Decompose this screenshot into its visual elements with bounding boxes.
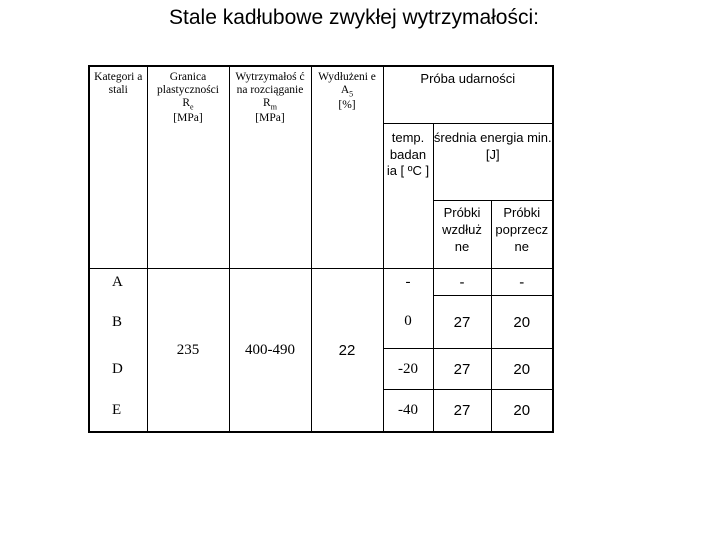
page-title: Stale kadłubowe zwykłej wytrzymałości: bbox=[169, 6, 539, 29]
header-yield-label: Granica plastyczności bbox=[157, 71, 219, 96]
transverse-cell: 20 bbox=[491, 296, 553, 349]
table-row bbox=[89, 269, 553, 296]
header-elongation bbox=[311, 66, 383, 269]
header-tensile-symbol: $R_m$ bbox=[263, 96, 277, 112]
header-yield-unit: [MPa] bbox=[173, 112, 203, 124]
longitudinal-cell: 27 bbox=[433, 390, 491, 432]
header-tensile-strength bbox=[229, 66, 311, 269]
temperature-cell: - bbox=[383, 269, 433, 296]
header-tensile-label: Wytrzymałoś ć na rozciąganie bbox=[235, 71, 305, 96]
header-elongation-label: Wydłużeni e bbox=[318, 71, 376, 83]
header-impact-test: Próba udarności bbox=[383, 66, 553, 123]
header-transverse-samples: Próbki poprzecz ne bbox=[491, 200, 553, 268]
longitudinal-cell: 27 bbox=[433, 349, 491, 390]
header-elongation-symbol: $A_5$ bbox=[340, 83, 354, 99]
category-cell: D bbox=[89, 349, 147, 390]
longitudinal-cell: 27 bbox=[433, 296, 491, 349]
elongation-value: 22 bbox=[311, 269, 383, 432]
steel-table bbox=[88, 65, 554, 433]
header-mean-energy: średnia energia min. [J] bbox=[433, 123, 553, 200]
header-yield-strength bbox=[147, 66, 229, 269]
transverse-cell: 20 bbox=[491, 390, 553, 432]
category-cell: B bbox=[89, 296, 147, 349]
header-elongation-unit: [%] bbox=[338, 99, 356, 112]
header-tensile-unit: [MPa] bbox=[255, 112, 285, 124]
tensile-strength-value: 400-490 bbox=[229, 269, 311, 432]
header-category: Kategori a stali bbox=[89, 66, 147, 269]
header-test-temperature: temp. badan ia [ ºC ] bbox=[383, 123, 433, 268]
yield-strength-value: 235 bbox=[147, 269, 229, 432]
temperature-cell: -40 bbox=[383, 390, 433, 432]
header-longitudinal-samples: Próbki wzdłuż ne bbox=[433, 200, 491, 268]
transverse-cell: - bbox=[491, 269, 553, 296]
category-cell: E bbox=[89, 390, 147, 432]
header-yield-symbol: $R_e$ bbox=[182, 96, 194, 112]
temperature-cell: -20 bbox=[383, 349, 433, 390]
category-cell: A bbox=[89, 269, 147, 296]
transverse-cell: 20 bbox=[491, 349, 553, 390]
temperature-cell: 0 bbox=[383, 296, 433, 349]
longitudinal-cell: - bbox=[433, 269, 491, 296]
